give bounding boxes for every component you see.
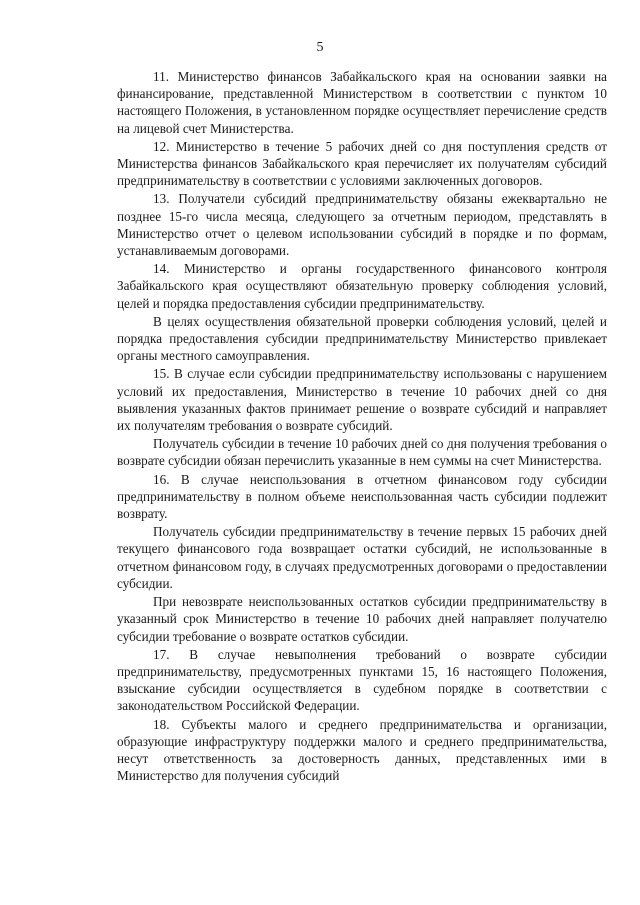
paragraph-15-continued: Получатель субсидии в течение 10 рабочих дней со дня получения требования о возврате субсидии обязан перечислить указанные в нем суммы на счет Министерства. bbox=[117, 436, 607, 469]
paragraph-16-continued-1: Получатель субсидии предпринимательству в течение первых 15 рабочих дней текущего финансового года возвращает остатки субсидий, не использованные в отчетном финансовом году, в случаях предусмотренных договорами о предоставлении субсидии. bbox=[117, 524, 607, 591]
page-number: 5 bbox=[316, 40, 324, 55]
paragraph-17: 17. В случае невыполнения требований о возврате субсидии предпринимательству, предусмотренных пунктами 15, 16 настоящего Положения, взыскание субсидии осуществляется в судебном порядке в соответствии с законодательством Российской Федерации. bbox=[117, 646, 607, 714]
paragraph-14-continued: В целях осуществления обязательной проверки соблюдения условий, целей и порядка предоставления субсидии предпринимательству Министерство привлекает органы местного самоуправления. bbox=[117, 313, 607, 364]
paragraph-13: 13. Получатели субсидий предпринимательству обязаны ежеквартально не позднее 15-го числа месяца, следующего за отчетным периодом, представлять в Министерство отчет о целевом использовании субсидий в порядке и по формам, устанавливаемым договорами. bbox=[117, 191, 607, 259]
paragraph-16: 16. В случае неиспользования в отчетном финансовом году субсидии предпринимательству в полном объеме неиспользованная часть субсидии подлежит возврату. bbox=[117, 471, 607, 522]
paragraph-14: 14. Министерство и органы государственного финансового контроля Забайкальского края осуществляют обязательную проверку соблюдения условий, целей и порядка предоставления субсидии предпринимательству. bbox=[117, 261, 607, 311]
paragraph-12: 12. Министерство в течение 5 рабочих дней со дня поступления средств от Министерства финансов Забайкальского края перечисляет их получателям субсидий предпринимательству в соответствии с условиями заключенных договоров. bbox=[117, 138, 607, 189]
document-body bbox=[117, 68, 607, 785]
paragraph-11: 11. Министерство финансов Забайкальского края на основании заявки на финансирование, представленной Министерством в соответствии с пунктом 10 настоящего Положения, в установленном порядке осуществляет перечисление средств на лицевой счет Министерства. bbox=[117, 69, 607, 136]
paragraph-16-continued-2: При невозврате неиспользованных остатков субсидии предпринимательству в указанный срок Министерство в течение 10 рабочих дней направляет получателю субсидии требование о возврате остатков субсидии. bbox=[117, 594, 607, 644]
paragraph-15: 15. В случае если субсидии предпринимательству использованы с нарушением условий их предоставления, Министерство в течение 10 рабочих дней со дня выявления указанных фактов принимает решение о возврате субсидий и направляет их получателям требования о возврате субсидий. bbox=[117, 366, 607, 434]
paragraph-18: 18. Субъекты малого и среднего предпринимательства и организации, образующие инфраструктуру поддержки малого и среднего предпринимательства, несут ответственность за достоверность данных, представленных ими в Министерство для получения субсидий bbox=[117, 716, 607, 784]
